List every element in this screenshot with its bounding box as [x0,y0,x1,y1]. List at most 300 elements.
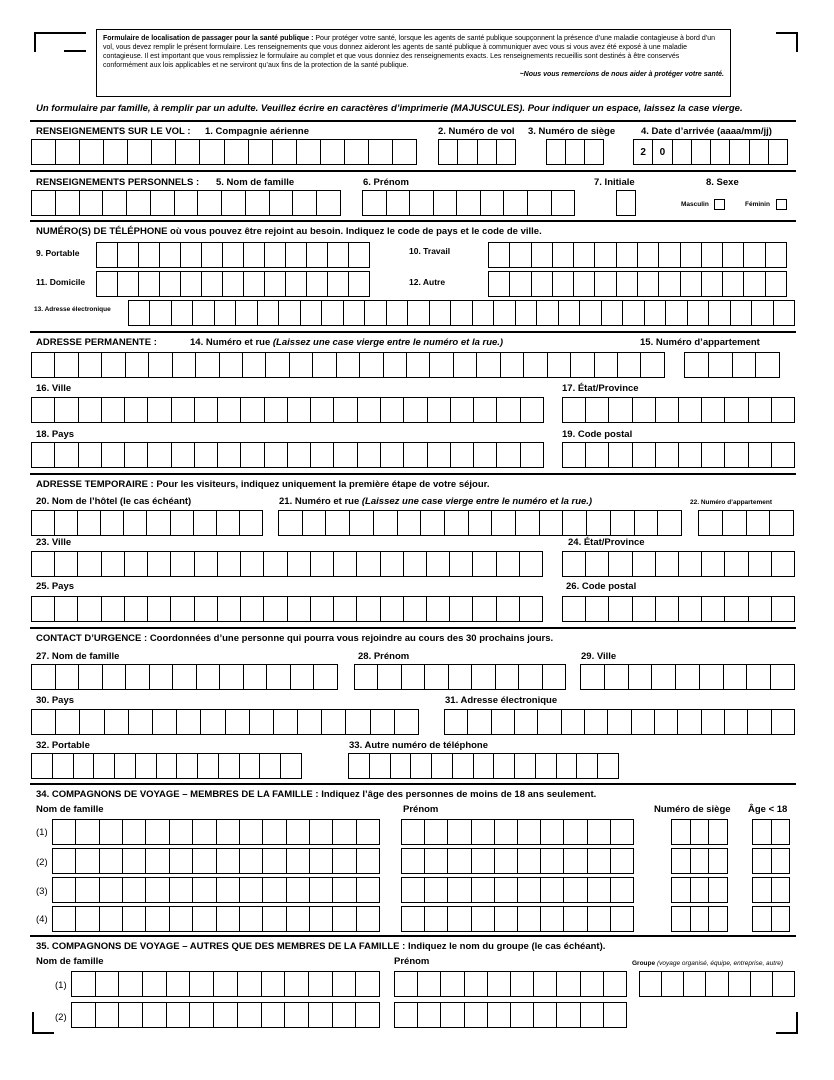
char-cell[interactable] [672,907,691,931]
char-cell[interactable] [357,597,380,621]
char-cell[interactable] [32,552,55,576]
char-cell[interactable] [55,552,78,576]
char-cell[interactable] [534,972,557,996]
char-cell[interactable] [709,820,727,844]
char-cell[interactable] [709,301,730,325]
char-cell[interactable] [146,878,169,902]
char-cell[interactable] [427,552,450,576]
char-cell[interactable] [171,597,194,621]
char-cell[interactable] [725,710,748,734]
char-cell[interactable] [119,1003,143,1027]
char-cell[interactable] [290,353,313,377]
char-cell[interactable] [333,849,356,873]
char-cell[interactable] [709,878,727,902]
family-first-name-field[interactable] [401,848,634,874]
female-checkbox[interactable] [776,199,787,210]
char-cell[interactable] [552,191,575,215]
char-cell[interactable] [441,972,464,996]
char-cell[interactable] [515,754,536,778]
char-cell[interactable] [196,353,219,377]
emergency-email-field[interactable] [444,709,795,735]
char-cell[interactable] [559,301,580,325]
char-cell[interactable] [402,878,425,902]
char-cell[interactable] [263,878,286,902]
char-cell[interactable] [246,191,270,215]
family-seat-field[interactable] [671,877,728,903]
char-cell[interactable] [425,820,448,844]
char-cell[interactable] [55,511,78,535]
char-cell[interactable] [53,907,76,931]
char-cell[interactable] [193,301,214,325]
char-cell[interactable] [314,665,337,689]
char-cell[interactable] [387,191,411,215]
char-cell[interactable] [317,191,340,215]
char-cell[interactable] [751,972,773,996]
others-first-name-field[interactable] [394,971,627,997]
char-cell[interactable] [688,301,709,325]
char-cell[interactable] [633,398,656,422]
permanent-postal-field[interactable] [562,442,795,468]
emergency-country-field[interactable] [31,709,419,735]
char-cell[interactable] [681,243,702,267]
char-cell[interactable] [175,191,199,215]
family-age-field[interactable] [752,877,790,903]
char-cell[interactable] [307,243,328,267]
char-cell[interactable] [80,710,104,734]
char-cell[interactable] [448,907,471,931]
char-cell[interactable] [370,754,391,778]
char-cell[interactable] [157,754,178,778]
char-cell[interactable] [478,140,497,164]
char-cell[interactable] [322,301,343,325]
char-cell[interactable] [291,665,315,689]
char-cell[interactable] [691,820,710,844]
char-cell[interactable] [287,907,310,931]
char-cell[interactable] [566,140,585,164]
char-cell[interactable] [218,552,241,576]
char-cell[interactable] [173,665,197,689]
char-cell[interactable] [581,972,604,996]
char-cell[interactable] [543,665,565,689]
char-cell[interactable] [311,552,334,576]
char-cell[interactable] [244,272,265,296]
char-cell[interactable] [723,243,744,267]
char-cell[interactable] [611,511,635,535]
char-cell[interactable] [468,710,491,734]
family-age-field[interactable] [752,819,790,845]
char-cell[interactable] [349,272,369,296]
char-cell[interactable] [225,140,249,164]
char-cell[interactable] [595,272,616,296]
char-cell[interactable] [381,443,404,467]
char-cell[interactable] [265,243,286,267]
char-cell[interactable] [488,972,511,996]
char-cell[interactable] [262,1003,286,1027]
char-cell[interactable] [76,878,99,902]
char-cell[interactable] [150,665,174,689]
char-cell[interactable] [273,140,297,164]
char-cell[interactable] [518,820,541,844]
char-cell[interactable] [430,301,451,325]
char-cell[interactable] [250,710,274,734]
char-cell[interactable] [334,443,357,467]
char-cell[interactable] [445,511,469,535]
char-cell[interactable] [563,443,586,467]
char-cell[interactable] [521,443,543,467]
char-cell[interactable] [672,820,691,844]
char-cell[interactable] [749,552,772,576]
char-cell[interactable] [76,820,99,844]
char-cell[interactable] [557,972,580,996]
family-last-name-field[interactable] [52,877,380,903]
char-cell[interactable] [170,820,193,844]
char-cell[interactable] [518,878,541,902]
char-cell[interactable] [170,849,193,873]
char-cell[interactable] [753,907,772,931]
char-cell[interactable] [469,511,493,535]
char-cell[interactable] [218,597,241,621]
char-cell[interactable] [285,1003,309,1027]
char-cell[interactable] [123,878,146,902]
char-cell[interactable] [407,353,430,377]
char-cell[interactable] [333,972,357,996]
char-cell[interactable] [96,972,120,996]
char-cell[interactable] [749,443,772,467]
char-cell[interactable] [702,710,725,734]
char-cell[interactable] [402,665,425,689]
char-cell[interactable] [286,243,307,267]
char-cell[interactable] [609,552,632,576]
char-cell[interactable] [404,597,427,621]
char-cell[interactable] [143,972,167,996]
char-cell[interactable] [238,1003,262,1027]
char-cell[interactable] [236,301,257,325]
char-cell[interactable] [288,443,311,467]
char-cell[interactable] [473,597,496,621]
char-cell[interactable] [425,878,448,902]
char-cell[interactable] [432,754,453,778]
char-cell[interactable] [532,272,553,296]
family-seat-field[interactable] [671,819,728,845]
char-cell[interactable] [752,301,773,325]
char-cell[interactable] [148,552,171,576]
char-cell[interactable] [497,443,520,467]
char-cell[interactable] [287,878,310,902]
char-cell[interactable] [541,849,564,873]
char-cell[interactable] [200,140,224,164]
group-field[interactable] [639,971,795,997]
char-cell[interactable] [32,191,56,215]
char-cell[interactable] [172,301,193,325]
char-cell[interactable] [127,191,151,215]
char-cell[interactable] [563,552,586,576]
char-cell[interactable] [402,820,425,844]
char-cell[interactable] [334,552,357,576]
char-cell[interactable] [731,301,752,325]
char-cell[interactable] [700,665,724,689]
char-cell[interactable] [244,665,268,689]
char-cell[interactable] [152,140,176,164]
char-cell[interactable] [149,353,172,377]
char-cell[interactable] [492,511,516,535]
family-age-field[interactable] [752,906,790,932]
char-cell[interactable] [177,754,198,778]
char-cell[interactable] [170,878,193,902]
emergency-first-name-field[interactable] [354,664,566,690]
char-cell[interactable] [55,353,78,377]
char-cell[interactable] [125,552,148,576]
char-cell[interactable] [656,398,679,422]
temporary-state-field[interactable] [562,551,795,577]
char-cell[interactable] [337,353,360,377]
char-cell[interactable] [395,972,418,996]
char-cell[interactable] [287,849,310,873]
char-cell[interactable] [32,511,55,535]
char-cell[interactable] [307,272,328,296]
char-cell[interactable] [772,552,794,576]
char-cell[interactable] [217,820,240,844]
char-cell[interactable] [477,353,500,377]
family-first-name-field[interactable] [401,819,634,845]
char-cell[interactable] [263,849,286,873]
char-cell[interactable] [645,301,666,325]
char-cell[interactable] [150,301,171,325]
char-cell[interactable] [226,710,250,734]
char-cell[interactable] [279,301,300,325]
char-cell[interactable] [288,597,311,621]
char-cell[interactable] [629,665,653,689]
char-cell[interactable] [608,710,631,734]
char-cell[interactable] [771,665,794,689]
char-cell[interactable] [32,710,56,734]
char-cell[interactable] [518,907,541,931]
char-cell[interactable] [193,820,216,844]
char-cell[interactable] [672,878,691,902]
char-cell[interactable] [537,301,558,325]
char-cell[interactable] [202,272,223,296]
char-cell[interactable] [32,597,55,621]
char-cell[interactable] [611,849,633,873]
char-cell[interactable] [102,443,125,467]
char-cell[interactable] [749,597,772,621]
char-cell[interactable] [102,552,125,576]
char-cell[interactable] [497,398,520,422]
char-cell[interactable] [448,849,471,873]
char-cell[interactable] [666,301,687,325]
char-cell[interactable] [563,398,586,422]
char-cell[interactable] [709,907,727,931]
char-cell[interactable] [128,140,152,164]
char-cell[interactable] [659,243,680,267]
char-cell[interactable] [381,398,404,422]
char-cell[interactable] [79,353,102,377]
char-cell[interactable] [387,301,408,325]
char-cell[interactable] [679,443,702,467]
char-cell[interactable] [267,665,291,689]
char-cell[interactable] [32,398,55,422]
temporary-apt-field[interactable] [698,510,794,536]
char-cell[interactable] [103,191,127,215]
char-cell[interactable] [641,353,663,377]
char-cell[interactable] [146,820,169,844]
char-cell[interactable] [428,398,451,422]
char-cell[interactable] [265,443,288,467]
char-cell[interactable] [195,552,218,576]
char-cell[interactable] [398,511,422,535]
char-cell[interactable] [288,552,311,576]
char-cell[interactable] [588,878,611,902]
char-cell[interactable] [32,353,55,377]
char-cell[interactable] [501,353,524,377]
permanent-city-field[interactable] [31,397,544,423]
char-cell[interactable] [410,191,434,215]
char-cell[interactable] [557,754,578,778]
char-cell[interactable] [274,710,298,734]
char-cell[interactable] [129,710,153,734]
temporary-postal-field[interactable] [562,596,795,622]
char-cell[interactable] [285,972,309,996]
char-cell[interactable] [473,301,494,325]
char-cell[interactable] [218,443,241,467]
char-cell[interactable] [358,398,381,422]
char-cell[interactable] [72,972,96,996]
char-cell[interactable] [311,597,334,621]
char-cell[interactable] [222,191,246,215]
char-cell[interactable] [310,820,333,844]
char-cell[interactable] [262,972,286,996]
char-cell[interactable] [541,820,564,844]
family-first-name-field[interactable] [401,877,634,903]
char-cell[interactable] [198,754,219,778]
char-cell[interactable] [691,878,710,902]
char-cell[interactable] [288,398,311,422]
char-cell[interactable] [563,597,586,621]
char-cell[interactable] [458,140,477,164]
char-cell[interactable] [265,272,286,296]
char-cell[interactable] [100,849,123,873]
char-cell[interactable] [309,1003,333,1027]
char-cell[interactable] [465,1003,488,1027]
char-cell[interactable] [617,272,638,296]
family-last-name-field[interactable] [52,906,380,932]
char-cell[interactable] [293,191,317,215]
char-cell[interactable] [321,140,345,164]
char-cell[interactable] [72,1003,96,1027]
char-cell[interactable] [702,443,725,467]
char-cell[interactable] [197,665,221,689]
char-cell[interactable] [53,754,74,778]
char-cell[interactable] [691,907,710,931]
char-cell[interactable] [744,243,765,267]
emergency-other-phone-field[interactable] [348,753,619,779]
char-cell[interactable] [541,878,564,902]
char-cell[interactable] [450,552,473,576]
char-cell[interactable] [374,511,398,535]
char-cell[interactable] [55,398,78,422]
char-cell[interactable] [53,820,76,844]
permanent-state-field[interactable] [562,397,795,423]
char-cell[interactable] [585,140,603,164]
permanent-country-field[interactable] [31,442,544,468]
char-cell[interactable] [286,272,307,296]
char-cell[interactable] [241,443,264,467]
char-cell[interactable] [586,597,609,621]
char-cell[interactable] [564,849,587,873]
char-cell[interactable] [76,849,99,873]
char-cell[interactable] [219,754,240,778]
char-cell[interactable] [725,443,748,467]
char-cell[interactable] [774,301,794,325]
char-cell[interactable] [334,597,357,621]
char-cell[interactable] [32,140,56,164]
char-cell[interactable] [217,511,240,535]
char-cell[interactable] [534,1003,557,1027]
char-cell[interactable] [55,443,78,467]
char-cell[interactable] [356,972,379,996]
char-cell[interactable] [53,878,76,902]
char-cell[interactable] [333,907,356,931]
char-cell[interactable] [602,301,623,325]
char-cell[interactable] [418,1003,441,1027]
char-cell[interactable] [404,552,427,576]
permanent-apt-field[interactable] [684,352,780,378]
char-cell[interactable] [605,665,629,689]
char-cell[interactable] [495,907,518,931]
char-cell[interactable] [193,878,216,902]
char-cell[interactable] [609,398,632,422]
char-cell[interactable] [126,353,149,377]
char-cell[interactable] [445,710,468,734]
char-cell[interactable] [511,972,534,996]
char-cell[interactable] [214,972,238,996]
char-cell[interactable] [679,398,702,422]
char-cell[interactable] [553,272,574,296]
char-cell[interactable] [747,665,771,689]
char-cell[interactable] [536,754,557,778]
char-cell[interactable] [160,272,181,296]
char-cell[interactable] [181,272,202,296]
char-cell[interactable] [585,710,608,734]
char-cell[interactable] [172,398,195,422]
temporary-city-field[interactable] [31,551,543,577]
char-cell[interactable] [702,552,725,576]
char-cell[interactable] [706,972,728,996]
char-cell[interactable] [588,907,611,931]
char-cell[interactable] [193,849,216,873]
char-cell[interactable] [345,140,369,164]
char-cell[interactable] [709,353,733,377]
char-cell[interactable] [301,301,322,325]
char-cell[interactable] [32,443,55,467]
hotel-field[interactable] [31,510,263,536]
char-cell[interactable] [723,272,744,296]
char-cell[interactable] [123,820,146,844]
char-cell[interactable] [78,552,101,576]
char-cell[interactable] [96,1003,120,1027]
char-cell[interactable] [244,243,265,267]
others-last-name-field[interactable] [71,1002,380,1028]
emergency-last-name-field[interactable] [31,664,338,690]
char-cell[interactable] [532,243,553,267]
char-cell[interactable] [430,353,453,377]
arrival-date-field[interactable] [633,139,788,165]
work-field[interactable] [488,242,787,268]
char-cell[interactable] [427,597,450,621]
char-cell[interactable] [725,552,748,576]
char-cell[interactable] [171,552,194,576]
char-cell[interactable] [702,272,723,296]
temporary-street-field[interactable] [278,510,682,536]
